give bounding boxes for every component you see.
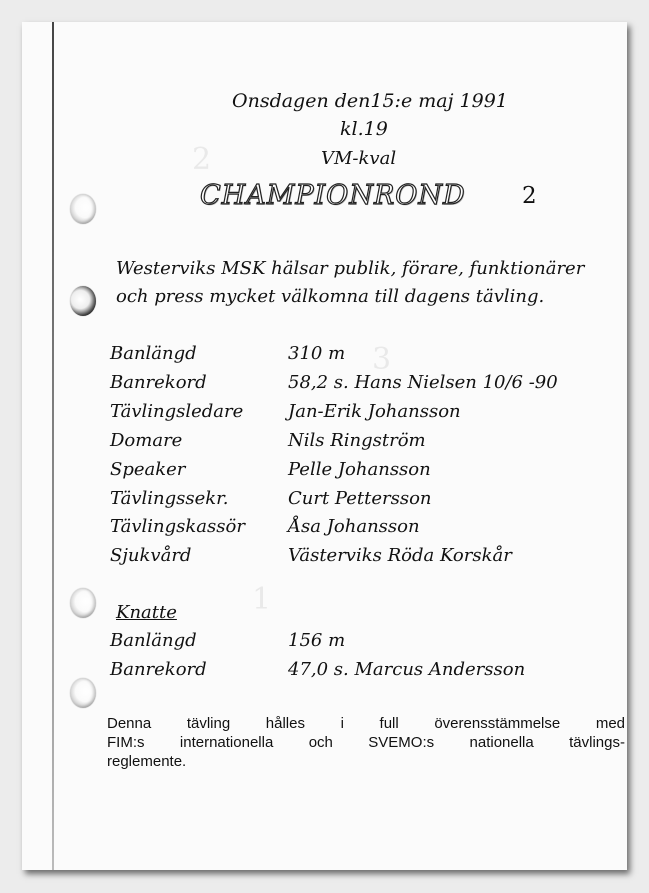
official-label: Tävlingsledare — [110, 401, 244, 422]
event-line: VM-kval — [321, 148, 397, 169]
official-label: Speaker — [110, 459, 186, 480]
knatte-label: Banrekord — [110, 659, 207, 680]
bleed-through-mark: 1 — [252, 582, 272, 617]
official-label: Banlängd — [110, 343, 197, 364]
official-value: Åsa Johansson — [288, 516, 420, 537]
official-value: Pelle Johansson — [288, 459, 431, 480]
time-line: kl.19 — [340, 118, 388, 140]
regulations-line-2: FIM:s internationella och SVEMO:s nationella tävlings- — [107, 734, 625, 751]
punch-hole — [70, 194, 96, 224]
bleed-through-mark: 3 — [372, 342, 392, 377]
knatte-heading: Knatte — [116, 602, 177, 623]
regulations-paragraph — [107, 714, 625, 771]
welcome-line-2: och press mycket välkomna till dagens tävling. — [116, 286, 545, 307]
official-label: Domare — [110, 430, 183, 451]
date-line: Onsdagen den15:e maj 1991 — [232, 90, 508, 112]
official-label: Tävlingssekr. — [110, 488, 229, 509]
official-value: Västerviks Röda Korskår — [288, 545, 512, 566]
official-value: Jan-Erik Johansson — [288, 401, 461, 422]
welcome-line-1: Westerviks MSK hälsar publik, förare, funktionärer — [116, 258, 585, 279]
page-title: CHAMPIONROND — [200, 180, 466, 211]
knatte-label: Banlängd — [110, 630, 197, 651]
document-sheet — [22, 22, 627, 870]
official-value: Curt Pettersson — [288, 488, 432, 509]
paper-edge-line — [52, 22, 54, 870]
official-value: 58,2 s. Hans Nielsen 10/6 -90 — [288, 372, 558, 393]
bleed-through-mark: 2 — [192, 142, 212, 177]
official-value: Nils Ringström — [288, 430, 426, 451]
title-number: 2 — [522, 183, 537, 209]
punch-hole — [70, 588, 96, 618]
knatte-value: 47,0 s. Marcus Andersson — [288, 659, 526, 680]
official-label: Sjukvård — [110, 545, 192, 566]
punch-hole — [70, 286, 96, 316]
regulations-line-1: Denna tävling hålles i full överensstämmelse med — [107, 715, 625, 732]
knatte-value: 156 m — [288, 630, 346, 651]
regulations-line-3: reglemente. — [107, 753, 187, 770]
punch-hole — [70, 678, 96, 708]
official-label: Tävlingskassör — [110, 516, 245, 537]
official-label: Banrekord — [110, 372, 207, 393]
official-value: 310 m — [288, 343, 346, 364]
